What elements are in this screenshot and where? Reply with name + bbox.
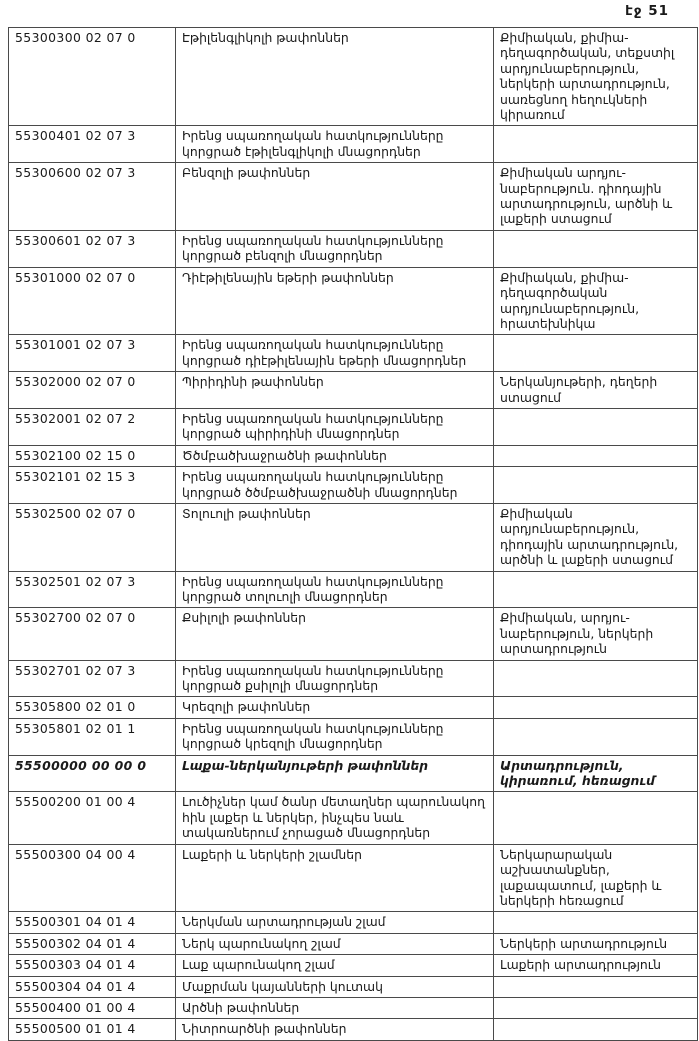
waste-origin-cell: Քիմիական, քիմիա-դեղագործական, տեքստիլ արդյունաբերություն, ներկերի արտադրություն, սառեցնող հեղուկների կիրառում bbox=[494, 28, 698, 126]
waste-origin-cell: Ներկանյութերի, դեղերի ստացում bbox=[494, 372, 698, 409]
waste-code-cell: 55302701 02 07 3 bbox=[9, 660, 176, 697]
waste-name-cell: Լուծիչներ կամ ծանր մետաղներ պարունակող հին լաքեր և ներկեր, ինչպես նաև տակառներում չորացած մնացորդներ bbox=[176, 792, 494, 844]
waste-name-cell: Տոլուոլի թափոններ bbox=[176, 503, 494, 571]
waste-code-cell: 55300600 02 07 3 bbox=[9, 163, 176, 231]
table-row bbox=[9, 660, 698, 697]
waste-origin-cell bbox=[494, 1019, 698, 1040]
table-row bbox=[9, 997, 698, 1018]
waste-origin-cell bbox=[494, 912, 698, 933]
waste-name-cell: Կրեզոլի թափոններ bbox=[176, 697, 494, 718]
waste-origin-cell bbox=[494, 792, 698, 844]
table-row bbox=[9, 445, 698, 466]
waste-name-cell: Լաքերի և ներկերի շլամներ bbox=[176, 844, 494, 912]
waste-code-cell: 55301001 02 07 3 bbox=[9, 335, 176, 372]
waste-code-cell: 55500400 01 00 4 bbox=[9, 997, 176, 1018]
waste-origin-cell: Քիմիական արդյունաբերություն, դիոդային արտադրություն, արծնի և լաքերի ստացում bbox=[494, 503, 698, 571]
waste-code-cell: 55302100 02 15 0 bbox=[9, 445, 176, 466]
waste-name-cell: Իրենց սպառողական հատկությունները կորցրած քսիլոլի մնացորդներ bbox=[176, 660, 494, 697]
table-row bbox=[9, 503, 698, 571]
table-row bbox=[9, 408, 698, 445]
waste-code-cell: 55500304 04 01 4 bbox=[9, 976, 176, 997]
waste-name-cell: Իրենց սպառողական հատկությունները կորցրած դիէթիլենային եթերի մնացորդներ bbox=[176, 335, 494, 372]
waste-origin-cell bbox=[494, 718, 698, 755]
table-row bbox=[9, 571, 698, 608]
waste-origin-cell bbox=[494, 126, 698, 163]
waste-origin-cell: Քիմիական, քիմիա-դեղագործական արդյունաբերություն, հրատեխնիկա bbox=[494, 267, 698, 335]
waste-name-cell: Իրենց սպառողական հատկությունները կորցրած պիրիդինի մնացորդներ bbox=[176, 408, 494, 445]
waste-name-cell: Էթիլենգլիկոլի թափոններ bbox=[176, 28, 494, 126]
waste-code-cell: 55500301 04 01 4 bbox=[9, 912, 176, 933]
table-row bbox=[9, 267, 698, 335]
waste-origin-cell bbox=[494, 660, 698, 697]
waste-name-cell: Իրենց սպառողական հատկությունները կորցրած ծծմբածխաջրածնի մնացորդներ bbox=[176, 467, 494, 504]
waste-origin-cell: Ներկերի արտադրություն bbox=[494, 933, 698, 954]
waste-code-cell: 55500303 04 01 4 bbox=[9, 955, 176, 976]
waste-origin-cell: Քիմիական, արդյու-նաբերություն, ներկերի արտադրություն bbox=[494, 608, 698, 660]
waste-name-cell: Ներկ պարունակող շլամ bbox=[176, 933, 494, 954]
table-row bbox=[9, 1019, 698, 1040]
waste-code-cell: 55302101 02 15 3 bbox=[9, 467, 176, 504]
table-row bbox=[9, 608, 698, 660]
table-row bbox=[9, 126, 698, 163]
table-row bbox=[9, 28, 698, 126]
waste-name-cell: Ներկման արտադրության շլամ bbox=[176, 912, 494, 933]
waste-origin-cell bbox=[494, 335, 698, 372]
table-row bbox=[9, 718, 698, 755]
table-row bbox=[9, 163, 698, 231]
table-row bbox=[9, 372, 698, 409]
table-row bbox=[9, 335, 698, 372]
waste-code-cell: 55302501 02 07 3 bbox=[9, 571, 176, 608]
waste-name-cell: Դիէթիլենային եթերի թափոններ bbox=[176, 267, 494, 335]
waste-name-cell: Ծծմբածխաջրածնի թափոններ bbox=[176, 445, 494, 466]
waste-name-cell: Քսիլոլի թափոններ bbox=[176, 608, 494, 660]
waste-name-cell: Լաք պարունակող շլամ bbox=[176, 955, 494, 976]
waste-name-cell: Նիտրոարծնի թափոններ bbox=[176, 1019, 494, 1040]
waste-code-cell: 55302700 02 07 0 bbox=[9, 608, 176, 660]
waste-code-cell: 55300401 02 07 3 bbox=[9, 126, 176, 163]
waste-code-cell: 55500302 04 01 4 bbox=[9, 933, 176, 954]
waste-origin-cell: Ներկարարական աշխատանքներ, լաքապատում, լաքերի և ներկերի հեռացում bbox=[494, 844, 698, 912]
waste-code-cell: 55500000 00 00 0 bbox=[9, 755, 176, 792]
waste-name-cell: Իրենց սպառողական հատկությունները կորցրած տոլուոլի մնացորդներ bbox=[176, 571, 494, 608]
waste-classification-table bbox=[8, 27, 698, 1041]
waste-code-cell: 55300300 02 07 0 bbox=[9, 28, 176, 126]
waste-code-cell: 55302000 02 07 0 bbox=[9, 372, 176, 409]
waste-name-cell: Իրենց սպառողական հատկությունները կորցրած կրեզոլի մնացորդներ bbox=[176, 718, 494, 755]
waste-origin-cell bbox=[494, 976, 698, 997]
waste-origin-cell bbox=[494, 571, 698, 608]
waste-origin-cell bbox=[494, 697, 698, 718]
waste-name-cell: Իրենց սպառողական հատկությունները կորցրած բենզոլի մնացորդներ bbox=[176, 230, 494, 267]
waste-origin-cell bbox=[494, 467, 698, 504]
waste-code-cell: 55500500 01 01 4 bbox=[9, 1019, 176, 1040]
table-row bbox=[9, 697, 698, 718]
page-number: էջ 51 bbox=[625, 3, 669, 19]
waste-code-cell: 55301000 02 07 0 bbox=[9, 267, 176, 335]
table-row bbox=[9, 844, 698, 912]
waste-origin-cell: Արտադրություն, կիրառում, հեռացում bbox=[494, 755, 698, 792]
waste-code-cell: 55300601 02 07 3 bbox=[9, 230, 176, 267]
table-row bbox=[9, 955, 698, 976]
waste-name-cell: Արծնի թափոններ bbox=[176, 997, 494, 1018]
waste-name-cell: Լաքա-ներկանյութերի թափոններ bbox=[176, 755, 494, 792]
table-row bbox=[9, 933, 698, 954]
table-row bbox=[9, 467, 698, 504]
waste-origin-cell: Լաքերի արտադրություն bbox=[494, 955, 698, 976]
waste-code-cell: 55305800 02 01 0 bbox=[9, 697, 176, 718]
waste-name-cell: Մաքրման կայանների կուտակ bbox=[176, 976, 494, 997]
waste-code-cell: 55500300 04 00 4 bbox=[9, 844, 176, 912]
waste-origin-cell bbox=[494, 230, 698, 267]
table-row bbox=[9, 792, 698, 844]
waste-name-cell: Իրենց սպառողական հատկությունները կորցրած էթիլենգլիկոլի մնացորդներ bbox=[176, 126, 494, 163]
waste-code-cell: 55305801 02 01 1 bbox=[9, 718, 176, 755]
waste-code-cell: 55302001 02 07 2 bbox=[9, 408, 176, 445]
waste-origin-cell bbox=[494, 445, 698, 466]
waste-name-cell: Պիրիդինի թափոններ bbox=[176, 372, 494, 409]
table-row-group-heading bbox=[9, 755, 698, 792]
table-row bbox=[9, 976, 698, 997]
waste-table-body bbox=[9, 28, 698, 1041]
table-row bbox=[9, 912, 698, 933]
waste-origin-cell bbox=[494, 408, 698, 445]
waste-code-cell: 55302500 02 07 0 bbox=[9, 503, 176, 571]
waste-name-cell: Բենզոլի թափոններ bbox=[176, 163, 494, 231]
waste-code-cell: 55500200 01 00 4 bbox=[9, 792, 176, 844]
table-row bbox=[9, 230, 698, 267]
waste-origin-cell bbox=[494, 997, 698, 1018]
waste-origin-cell: Քիմիական արդյու-նաբերություն. դիոդային արտադրություն, արծնի և լաքերի ստացում bbox=[494, 163, 698, 231]
